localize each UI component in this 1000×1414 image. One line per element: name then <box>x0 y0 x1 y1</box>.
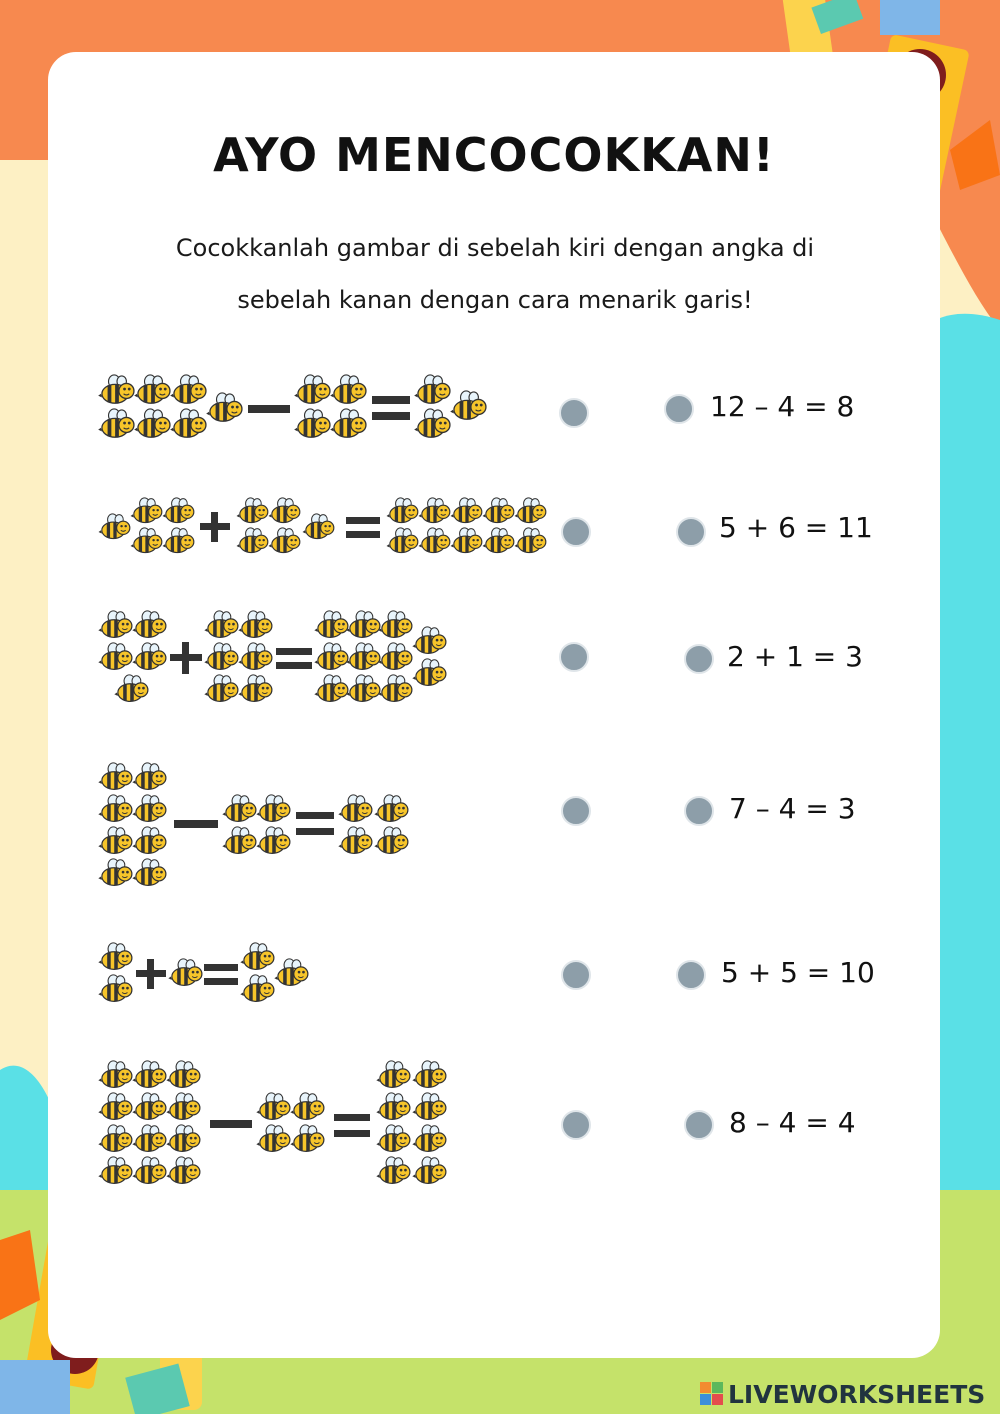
left-dot-1[interactable] <box>559 398 589 428</box>
match-row-6 <box>0 1058 1000 1194</box>
match-row-3 <box>0 608 1000 708</box>
bee-group-2a <box>99 498 194 553</box>
instruction-line-2: sebelah kanan dengan cara menarik garis! <box>237 286 753 314</box>
match-row-5 <box>0 940 1000 1010</box>
liveworksheets-logo[interactable] <box>700 1378 1000 1410</box>
bee-group-3a <box>98 611 166 701</box>
equals-sign <box>296 812 334 835</box>
right-dot-1[interactable] <box>664 394 694 424</box>
bee-equation-6 <box>96 1058 466 1194</box>
bee-group-3c <box>314 611 446 701</box>
answer-4: 7 – 4 = 3 <box>729 792 856 825</box>
bee-group-6a <box>98 1061 200 1183</box>
equals-sign <box>276 648 312 669</box>
plus-sign <box>170 642 202 674</box>
left-dot-2[interactable] <box>561 517 591 547</box>
right-dot-5[interactable] <box>676 960 706 990</box>
equals-sign <box>346 517 380 538</box>
right-dot-6[interactable] <box>684 1110 714 1140</box>
bee-group-2c <box>387 498 546 553</box>
minus-sign <box>210 1120 252 1128</box>
bee-group-2b <box>237 498 334 553</box>
match-row-2 <box>0 493 1000 573</box>
equals-sign <box>204 964 238 985</box>
left-dot-6[interactable] <box>561 1110 591 1140</box>
bee-group-4a <box>98 763 166 885</box>
answer-5: 5 + 5 = 10 <box>721 956 875 989</box>
bee-group-4b <box>222 795 290 853</box>
bee-group-1c <box>414 375 486 437</box>
equals-sign <box>372 396 410 420</box>
right-dot-3[interactable] <box>684 644 714 674</box>
page-title: AYO MENCOCOKKAN! <box>213 128 775 182</box>
answer-6: 8 – 4 = 4 <box>729 1106 856 1139</box>
instruction-text <box>120 222 870 326</box>
bee-group-5c <box>240 943 308 1001</box>
bee-equation-1 <box>96 372 556 452</box>
bee-equation-2 <box>96 493 566 573</box>
bee-group-6c <box>376 1061 446 1183</box>
bee-group-5b <box>168 959 202 985</box>
right-dot-2[interactable] <box>676 517 706 547</box>
minus-sign <box>174 820 218 828</box>
bee-group-4c <box>338 795 408 853</box>
instruction-line-1: Cocokkanlah gambar di sebelah kiri dengan angka di <box>175 234 815 262</box>
logo-blocks-icon <box>700 1382 724 1406</box>
left-dot-5[interactable] <box>561 960 591 990</box>
bee-equation-5 <box>96 940 336 1010</box>
bee-equation-3 <box>96 608 476 708</box>
bee-group-1b <box>294 375 366 437</box>
plus-sign <box>136 959 166 989</box>
logo-brand-text: LIVEWORKSHEETS <box>728 1380 986 1409</box>
minus-sign <box>248 405 290 413</box>
answer-1: 12 – 4 = 8 <box>710 390 855 423</box>
left-dot-3[interactable] <box>559 642 589 672</box>
bee-group-3b <box>204 611 272 701</box>
left-dot-4[interactable] <box>561 796 591 826</box>
bee-group-1a <box>98 375 242 437</box>
bee-equation-4 <box>96 760 436 896</box>
bee-group-6b <box>256 1093 324 1151</box>
match-row-4 <box>0 760 1000 896</box>
bee-group-5a <box>98 943 132 1001</box>
answer-3: 2 + 1 = 3 <box>727 640 863 673</box>
plus-sign <box>200 512 230 542</box>
match-row-1 <box>0 372 1000 452</box>
answer-2: 5 + 6 = 11 <box>719 511 873 544</box>
equals-sign <box>334 1114 370 1137</box>
right-dot-4[interactable] <box>684 796 714 826</box>
